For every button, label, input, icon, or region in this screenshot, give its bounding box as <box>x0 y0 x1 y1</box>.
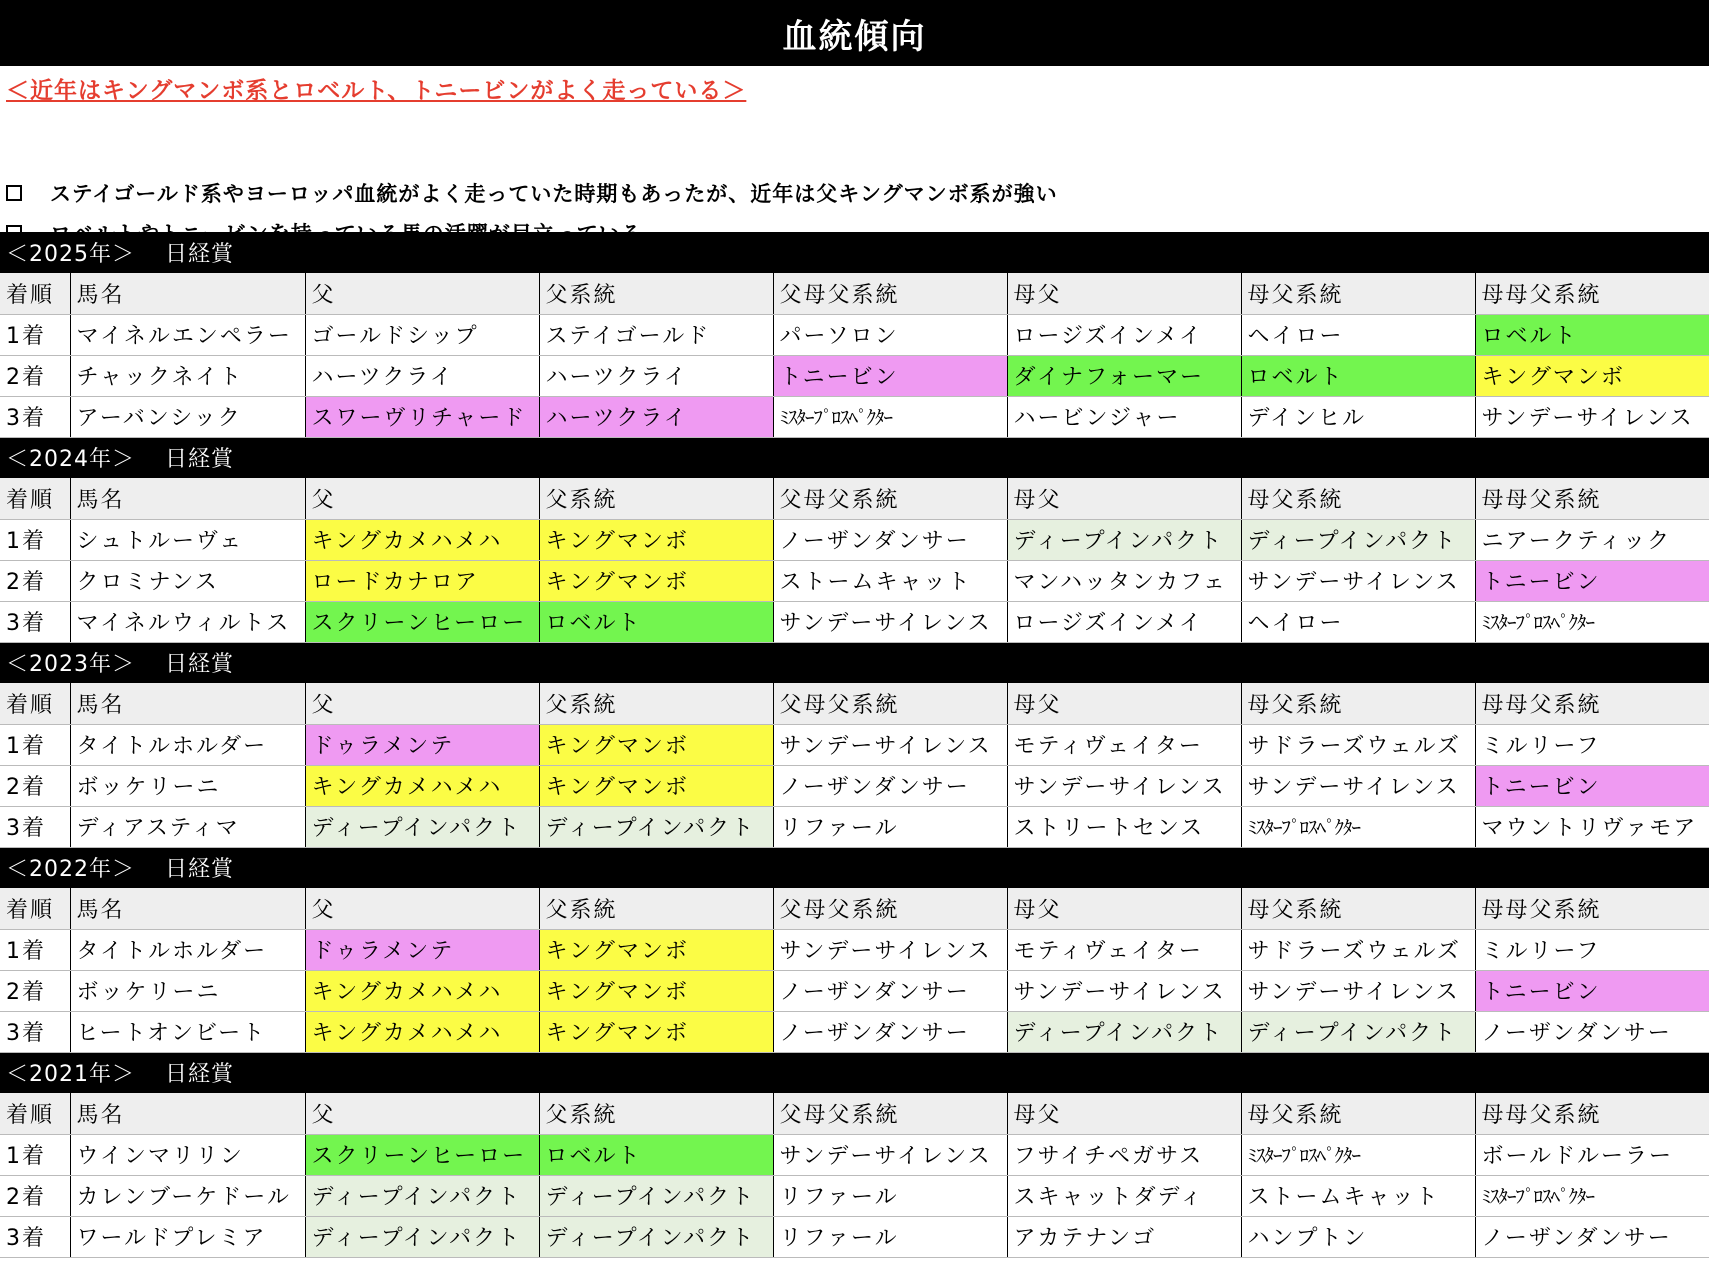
section-header <box>0 1052 1709 1093</box>
column-header-row <box>0 478 1709 519</box>
table-cell: 2着 <box>0 355 70 396</box>
column-header: 父 <box>305 1093 539 1134</box>
table-cell: ステイゴールド <box>539 314 773 355</box>
table-row <box>0 724 1709 765</box>
table-cell: ﾐｽﾀｰﾌﾟﾛｽﾍﾟｸﾀｰ <box>1241 806 1475 847</box>
table-cell: リファール <box>773 1216 1007 1257</box>
table-cell: トニービン <box>773 355 1007 396</box>
column-header: 父 <box>305 478 539 519</box>
table-cell: ハーツクライ <box>305 355 539 396</box>
table-cell: ﾐｽﾀｰﾌﾟﾛｽﾍﾟｸﾀｰ <box>1241 1134 1475 1175</box>
column-header-row <box>0 1093 1709 1134</box>
table-cell: サンデーサイレンス <box>773 601 1007 642</box>
column-header: 父系統 <box>539 683 773 724</box>
table-cell: フサイチペガサス <box>1007 1134 1241 1175</box>
table-cell: 3着 <box>0 1011 70 1052</box>
table-cell: クロミナンス <box>70 560 305 601</box>
table-cell: トニービン <box>1475 970 1709 1011</box>
table-cell: 3着 <box>0 396 70 437</box>
table-row <box>0 396 1709 437</box>
table-row <box>0 765 1709 806</box>
column-header: 父母父系統 <box>773 683 1007 724</box>
column-header: 馬名 <box>70 1093 305 1134</box>
race-name: 日経賞 <box>165 857 235 883</box>
table-row <box>0 1175 1709 1216</box>
column-header: 着順 <box>0 1093 70 1134</box>
table-cell: ﾐｽﾀｰﾌﾟﾛｽﾍﾟｸﾀｰ <box>1475 601 1709 642</box>
table-cell: キングマンボ <box>539 560 773 601</box>
column-header: 馬名 <box>70 478 305 519</box>
table-cell: ドゥラメンテ <box>305 724 539 765</box>
column-header: 着順 <box>0 273 70 314</box>
column-header: 着順 <box>0 683 70 724</box>
column-header: 母母父系統 <box>1475 478 1709 519</box>
column-header: 母父系統 <box>1241 273 1475 314</box>
column-header: 父系統 <box>539 888 773 929</box>
column-header: 母母父系統 <box>1475 888 1709 929</box>
table-cell: ストリートセンス <box>1007 806 1241 847</box>
table-row <box>0 970 1709 1011</box>
column-header: 着順 <box>0 888 70 929</box>
table-cell: デインヒル <box>1241 396 1475 437</box>
table-cell: ディープインパクト <box>1241 1011 1475 1052</box>
table-row <box>0 601 1709 642</box>
table-cell: キングマンボ <box>539 970 773 1011</box>
table-cell: 1着 <box>0 314 70 355</box>
table-cell: ディープインパクト <box>539 1216 773 1257</box>
column-header: 母父 <box>1007 888 1241 929</box>
table-cell: ボッケリーニ <box>70 765 305 806</box>
year-label: ＜2021年＞ <box>6 1062 135 1088</box>
race-name: 日経賞 <box>165 447 235 473</box>
table-cell: サンデーサイレンス <box>1475 396 1709 437</box>
table-cell: スワーヴリチャード <box>305 396 539 437</box>
column-header: 母母父系統 <box>1475 1093 1709 1134</box>
column-header: 父 <box>305 683 539 724</box>
table-cell: ハービンジャー <box>1007 396 1241 437</box>
table-cell: 2着 <box>0 970 70 1011</box>
table-cell: ノーザンダンサー <box>773 1011 1007 1052</box>
table-cell: 2着 <box>0 1175 70 1216</box>
table-cell: サドラーズウェルズ <box>1241 724 1475 765</box>
column-header: 父系統 <box>539 273 773 314</box>
table-cell: ロベルト <box>539 1134 773 1175</box>
table-cell: スクリーンヒーロー <box>305 601 539 642</box>
table-cell: キングマンボ <box>539 1011 773 1052</box>
table-cell: リファール <box>773 806 1007 847</box>
table-cell: ヘイロー <box>1241 314 1475 355</box>
column-header-row <box>0 683 1709 724</box>
table-cell: ディープインパクト <box>305 1216 539 1257</box>
table-cell: 1着 <box>0 1134 70 1175</box>
table-cell: ロードカナロア <box>305 560 539 601</box>
table-cell: ディープインパクト <box>1007 1011 1241 1052</box>
table-cell: パーソロン <box>773 314 1007 355</box>
table-cell: ウインマリリン <box>70 1134 305 1175</box>
table-cell: サンデーサイレンス <box>1241 560 1475 601</box>
section-header <box>0 437 1709 478</box>
bullet-text: ステイゴールド系やヨーロッパ血統がよく走っていた時期もあったが、近年は父キングマンボ系が強い <box>50 182 1058 206</box>
table-cell: サンデーサイレンス <box>1007 765 1241 806</box>
table-cell: アーバンシック <box>70 396 305 437</box>
table-cell: サンデーサイレンス <box>1007 970 1241 1011</box>
table-row <box>0 806 1709 847</box>
table-cell: ヒートオンビート <box>70 1011 305 1052</box>
section-header <box>0 847 1709 888</box>
table-cell: キングカメハメハ <box>305 1011 539 1052</box>
race-name: 日経賞 <box>165 242 235 267</box>
table-cell: マイネルウィルトス <box>70 601 305 642</box>
section-title <box>0 847 1709 888</box>
table-cell: ﾐｽﾀｰﾌﾟﾛｽﾍﾟｸﾀｰ <box>1475 1175 1709 1216</box>
table-cell: 1着 <box>0 519 70 560</box>
table-row <box>0 314 1709 355</box>
table-cell: チャックネイト <box>70 355 305 396</box>
column-header: 父母父系統 <box>773 273 1007 314</box>
column-header: 父 <box>305 888 539 929</box>
table-cell: ノーザンダンサー <box>1475 1216 1709 1257</box>
table-row <box>0 519 1709 560</box>
table-cell: ディープインパクト <box>539 806 773 847</box>
table-cell: ロージズインメイ <box>1007 314 1241 355</box>
table-cell: モティヴェイター <box>1007 929 1241 970</box>
column-header: 母父系統 <box>1241 478 1475 519</box>
section-title <box>0 437 1709 478</box>
page-title: 血統傾向 <box>0 0 1709 66</box>
column-header-row <box>0 273 1709 314</box>
column-header: 着順 <box>0 478 70 519</box>
table-cell: ドゥラメンテ <box>305 929 539 970</box>
table-cell: ロベルト <box>539 601 773 642</box>
table-cell: サンデーサイレンス <box>773 1134 1007 1175</box>
table-cell: ボッケリーニ <box>70 970 305 1011</box>
table-cell: キングマンボ <box>539 724 773 765</box>
table-cell: マンハッタンカフェ <box>1007 560 1241 601</box>
table-cell: ﾐｽﾀｰﾌﾟﾛｽﾍﾟｸﾀｰ <box>773 396 1007 437</box>
table-cell: 1着 <box>0 929 70 970</box>
table-cell: キングマンボ <box>1475 355 1709 396</box>
table-cell: スキャットダディ <box>1007 1175 1241 1216</box>
race-name: 日経賞 <box>165 1062 235 1088</box>
bullet-item <box>6 218 643 248</box>
table-cell: ハーツクライ <box>539 355 773 396</box>
table-row <box>0 1134 1709 1175</box>
bullet-text: ロベルトやトニービンを持っている馬の活躍が目立っている <box>50 222 643 246</box>
table-cell: 2着 <box>0 765 70 806</box>
table-cell: ワールドプレミア <box>70 1216 305 1257</box>
table-row <box>0 929 1709 970</box>
checkbox-icon <box>6 225 22 241</box>
notes-panel <box>0 66 1709 246</box>
table-cell: ゴールドシップ <box>305 314 539 355</box>
column-header: 母父系統 <box>1241 888 1475 929</box>
year-label: ＜2025年＞ <box>6 242 135 267</box>
table-cell: ハーツクライ <box>539 396 773 437</box>
section-header <box>0 642 1709 683</box>
column-header: 母父系統 <box>1241 683 1475 724</box>
column-header: 馬名 <box>70 683 305 724</box>
column-header: 母父 <box>1007 1093 1241 1134</box>
column-header: 父母父系統 <box>773 478 1007 519</box>
table-cell: ロージズインメイ <box>1007 601 1241 642</box>
table-cell: トニービン <box>1475 560 1709 601</box>
column-header: 馬名 <box>70 273 305 314</box>
column-header: 母母父系統 <box>1475 273 1709 314</box>
table-cell: ダイナフォーマー <box>1007 355 1241 396</box>
table-cell: キングマンボ <box>539 765 773 806</box>
table-cell: キングマンボ <box>539 929 773 970</box>
year-label: ＜2023年＞ <box>6 652 135 678</box>
year-label: ＜2024年＞ <box>6 447 135 473</box>
table-cell: ミルリーフ <box>1475 724 1709 765</box>
table-cell: マウントリヴァモア <box>1475 806 1709 847</box>
table-cell: サドラーズウェルズ <box>1241 929 1475 970</box>
table-cell: スクリーンヒーロー <box>305 1134 539 1175</box>
table-cell: 1着 <box>0 724 70 765</box>
table-cell: ロベルト <box>1475 314 1709 355</box>
table-cell: サンデーサイレンス <box>1241 970 1475 1011</box>
column-header: 父母父系統 <box>773 888 1007 929</box>
bullet-item <box>6 178 1058 208</box>
column-header: 父系統 <box>539 478 773 519</box>
table-cell: ディープインパクト <box>1007 519 1241 560</box>
column-header: 母父系統 <box>1241 1093 1475 1134</box>
table-cell: リファール <box>773 1175 1007 1216</box>
table-cell: サンデーサイレンス <box>773 724 1007 765</box>
table-cell: キングカメハメハ <box>305 765 539 806</box>
table-cell: ディープインパクト <box>539 1175 773 1216</box>
table-cell: トニービン <box>1475 765 1709 806</box>
table-row <box>0 1216 1709 1257</box>
table-cell: ミルリーフ <box>1475 929 1709 970</box>
table-cell: キングカメハメハ <box>305 970 539 1011</box>
table-cell: 3着 <box>0 806 70 847</box>
table-cell: シュトルーヴェ <box>70 519 305 560</box>
checkbox-icon <box>6 185 22 201</box>
table-cell: ノーザンダンサー <box>773 970 1007 1011</box>
section-title <box>0 1052 1709 1093</box>
table-cell: ノーザンダンサー <box>773 519 1007 560</box>
race-name: 日経賞 <box>165 652 235 678</box>
table-cell: ノーザンダンサー <box>773 765 1007 806</box>
table-row <box>0 1011 1709 1052</box>
table-row <box>0 355 1709 396</box>
table-cell: サンデーサイレンス <box>1241 765 1475 806</box>
column-header: 母父 <box>1007 478 1241 519</box>
column-header: 母父 <box>1007 273 1241 314</box>
section-title <box>0 642 1709 683</box>
table-cell: タイトルホルダー <box>70 929 305 970</box>
pedigree-table <box>0 232 1709 1258</box>
table-cell: タイトルホルダー <box>70 724 305 765</box>
table-cell: ディアスティマ <box>70 806 305 847</box>
table-cell: ノーザンダンサー <box>1475 1011 1709 1052</box>
table-cell: ハンプトン <box>1241 1216 1475 1257</box>
table-cell: カレンブーケドール <box>70 1175 305 1216</box>
table-cell: ディープインパクト <box>1241 519 1475 560</box>
table-cell: ヘイロー <box>1241 601 1475 642</box>
column-header-row <box>0 888 1709 929</box>
table-row <box>0 560 1709 601</box>
column-header: 父母父系統 <box>773 1093 1007 1134</box>
table-cell: サンデーサイレンス <box>773 929 1007 970</box>
table-cell: ストームキャット <box>773 560 1007 601</box>
table-cell: 3着 <box>0 1216 70 1257</box>
year-label: ＜2022年＞ <box>6 857 135 883</box>
table-cell: マイネルエンペラー <box>70 314 305 355</box>
column-header: 父系統 <box>539 1093 773 1134</box>
headline: ＜近年はキングマンボ系とロベルト、トニービンがよく走っている＞ <box>6 78 747 104</box>
table-cell: ディープインパクト <box>305 1175 539 1216</box>
table-cell: アカテナンゴ <box>1007 1216 1241 1257</box>
column-header: 母母父系統 <box>1475 683 1709 724</box>
table-cell: ボールドルーラー <box>1475 1134 1709 1175</box>
table-cell: ディープインパクト <box>305 806 539 847</box>
table-cell: ニアークティック <box>1475 519 1709 560</box>
table-cell: キングマンボ <box>539 519 773 560</box>
column-header: 母父 <box>1007 683 1241 724</box>
table-cell: 2着 <box>0 560 70 601</box>
column-header: 馬名 <box>70 888 305 929</box>
table-cell: 3着 <box>0 601 70 642</box>
column-header: 父 <box>305 273 539 314</box>
table-cell: モティヴェイター <box>1007 724 1241 765</box>
table-cell: ストームキャット <box>1241 1175 1475 1216</box>
table-cell: ロベルト <box>1241 355 1475 396</box>
table-cell: キングカメハメハ <box>305 519 539 560</box>
